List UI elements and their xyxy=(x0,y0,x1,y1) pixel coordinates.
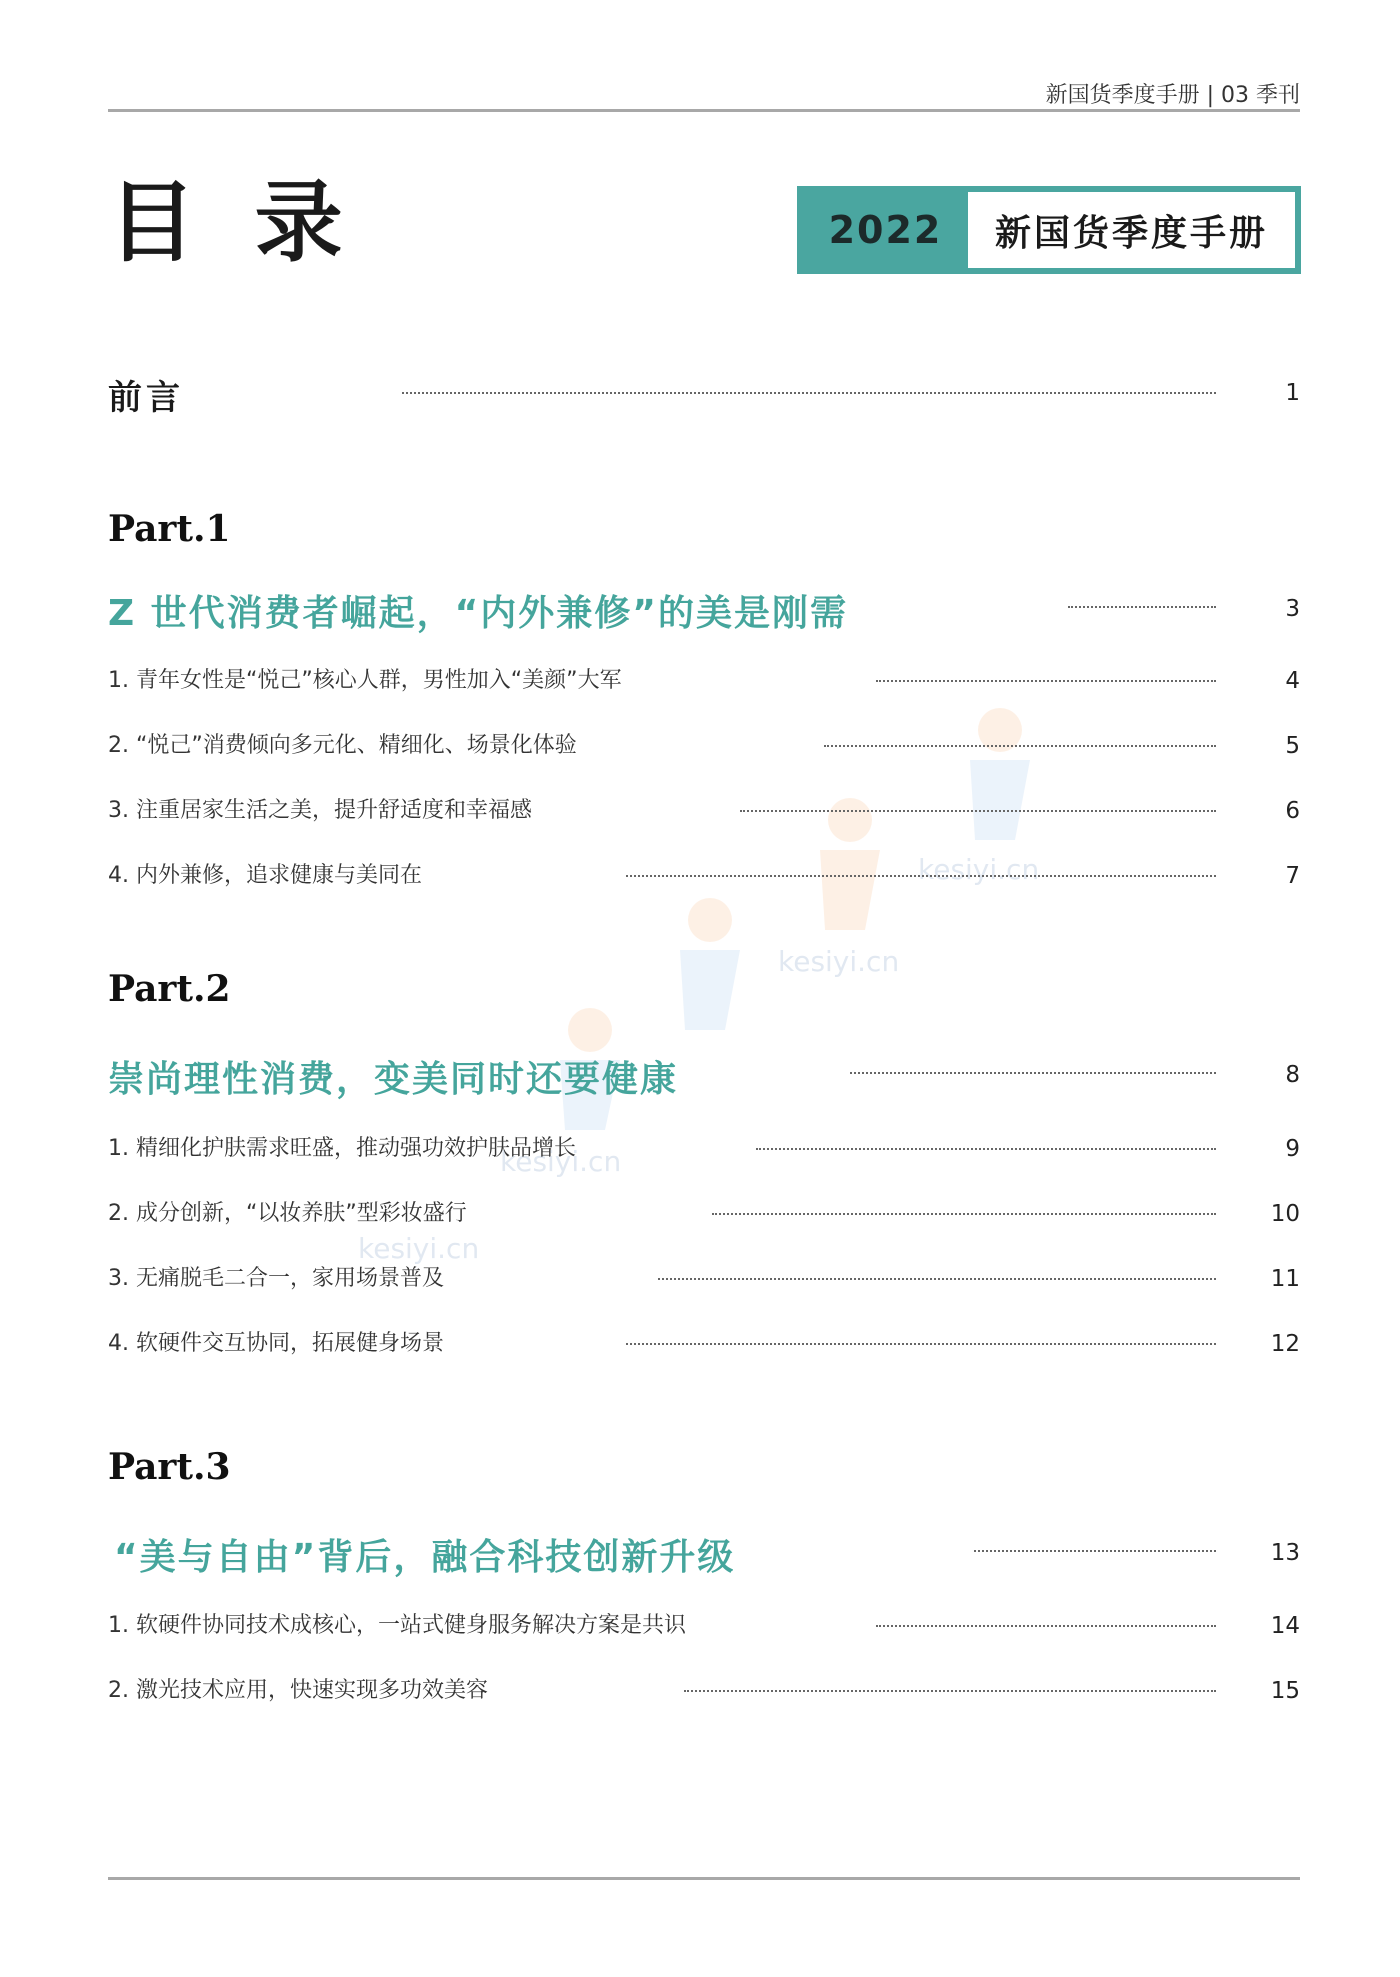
dot-leader xyxy=(974,1550,1216,1552)
dot-leader xyxy=(684,1690,1216,1692)
toc-entry-page: 15 xyxy=(1270,1678,1300,1704)
toc-entry-label: 3. 注重居家生活之美，提升舒适度和幸福感 xyxy=(108,797,532,823)
toc-entry-page: 12 xyxy=(1270,1331,1300,1357)
dot-leader xyxy=(850,1072,1216,1074)
watermark-text: kesiyi.cn xyxy=(358,1232,480,1265)
toc-entry-label: “美与自由”背后，融合科技创新升级 xyxy=(114,1536,736,1578)
dot-leader xyxy=(626,875,1216,877)
toc-entry-label: 2. “悦己”消费倾向多元化、精细化、场景化体验 xyxy=(108,732,577,758)
toc-entry-label: 1. 软硬件协同技术成核心，一站式健身服务解决方案是共识 xyxy=(108,1612,686,1638)
toc-entry-label: 1. 精细化护肤需求旺盛，推动强功效护肤品增长 xyxy=(108,1135,576,1161)
toc-entry-page: 8 xyxy=(1285,1062,1300,1088)
toc-entry-page: 3 xyxy=(1285,596,1300,622)
watermark-text: kesiyi.cn xyxy=(778,945,900,978)
toc-entry-item[interactable] xyxy=(108,660,1300,696)
dot-leader xyxy=(740,810,1216,812)
header-rule xyxy=(108,109,1300,112)
toc-entry-item[interactable] xyxy=(108,1193,1300,1229)
dot-leader xyxy=(626,1343,1216,1345)
watermark-text: kesiyi.cn xyxy=(918,853,1040,886)
part-heading: Part.1 xyxy=(108,508,231,550)
badge-year: 2022 xyxy=(828,208,943,252)
toc-entry-page: 9 xyxy=(1285,1136,1300,1162)
toc-entry-section[interactable] xyxy=(108,584,1300,636)
toc-entry-page: 5 xyxy=(1285,733,1300,759)
toc-entry-item[interactable] xyxy=(108,1670,1300,1706)
toc-entry-item[interactable] xyxy=(108,1605,1300,1641)
toc-entry-page: 14 xyxy=(1270,1613,1300,1639)
toc-entry-label: 4. 软硬件交互协同，拓展健身场景 xyxy=(108,1330,444,1356)
toc-entry-page: 7 xyxy=(1285,863,1300,889)
toc-entry-item[interactable] xyxy=(108,725,1300,761)
toc-entry-label: 3. 无痛脱毛二合一，家用场景普及 xyxy=(108,1265,444,1291)
toc-entry-item[interactable] xyxy=(108,1258,1300,1294)
dot-leader xyxy=(824,745,1216,747)
watermark-text: kesiyi.cn xyxy=(500,1145,622,1178)
toc-entry-preface[interactable] xyxy=(108,370,1300,418)
toc-entry-label: Z 世代消费者崛起，“内外兼修”的美是刚需 xyxy=(108,592,848,634)
toc-entry-page: 11 xyxy=(1270,1266,1300,1292)
header-text: 新国货季度手册 | 03 季刊 xyxy=(1045,83,1300,108)
part-heading: Part.2 xyxy=(108,968,231,1010)
toc-entry-label: 2. 激光技术应用，快速实现多功效美容 xyxy=(108,1677,488,1703)
toc-entry-label: 崇尚理性消费，变美同时还要健康 xyxy=(108,1058,679,1100)
dot-leader xyxy=(756,1148,1216,1150)
toc-entry-page: 1 xyxy=(1285,380,1300,406)
dot-leader xyxy=(658,1278,1216,1280)
badge-title: 新国货季度手册 xyxy=(968,192,1295,268)
part-heading: Part.3 xyxy=(108,1446,231,1488)
toc-entry-label: 1. 青年女性是“悦己”核心人群，男性加入“美颜”大军 xyxy=(108,667,622,693)
dot-leader xyxy=(876,680,1216,682)
toc-entry-page: 13 xyxy=(1270,1540,1300,1566)
page-title: 目 录 xyxy=(108,170,357,274)
toc-entry-item[interactable] xyxy=(108,790,1300,826)
toc-entry-page: 10 xyxy=(1270,1201,1300,1227)
footer-rule xyxy=(108,1877,1300,1880)
toc-entry-item[interactable] xyxy=(108,1128,1300,1164)
dot-leader xyxy=(876,1625,1216,1627)
toc-entry-item[interactable] xyxy=(108,1323,1300,1359)
toc-entry-label: 前言 xyxy=(108,377,184,418)
toc-entry-label: 4. 内外兼修，追求健康与美同在 xyxy=(108,862,422,888)
dot-leader xyxy=(712,1213,1216,1215)
dot-leader xyxy=(402,392,1216,394)
toc-entry-section[interactable] xyxy=(108,1528,1300,1580)
dot-leader xyxy=(1068,606,1216,608)
toc-entry-item[interactable] xyxy=(108,855,1300,891)
toc-entry-page: 6 xyxy=(1285,798,1300,824)
toc-entry-label: 2. 成分创新，“以妆养肤”型彩妆盛行 xyxy=(108,1200,467,1226)
toc-entry-section[interactable] xyxy=(108,1050,1300,1102)
toc-entry-page: 4 xyxy=(1285,668,1300,694)
edition-badge xyxy=(797,186,1301,274)
